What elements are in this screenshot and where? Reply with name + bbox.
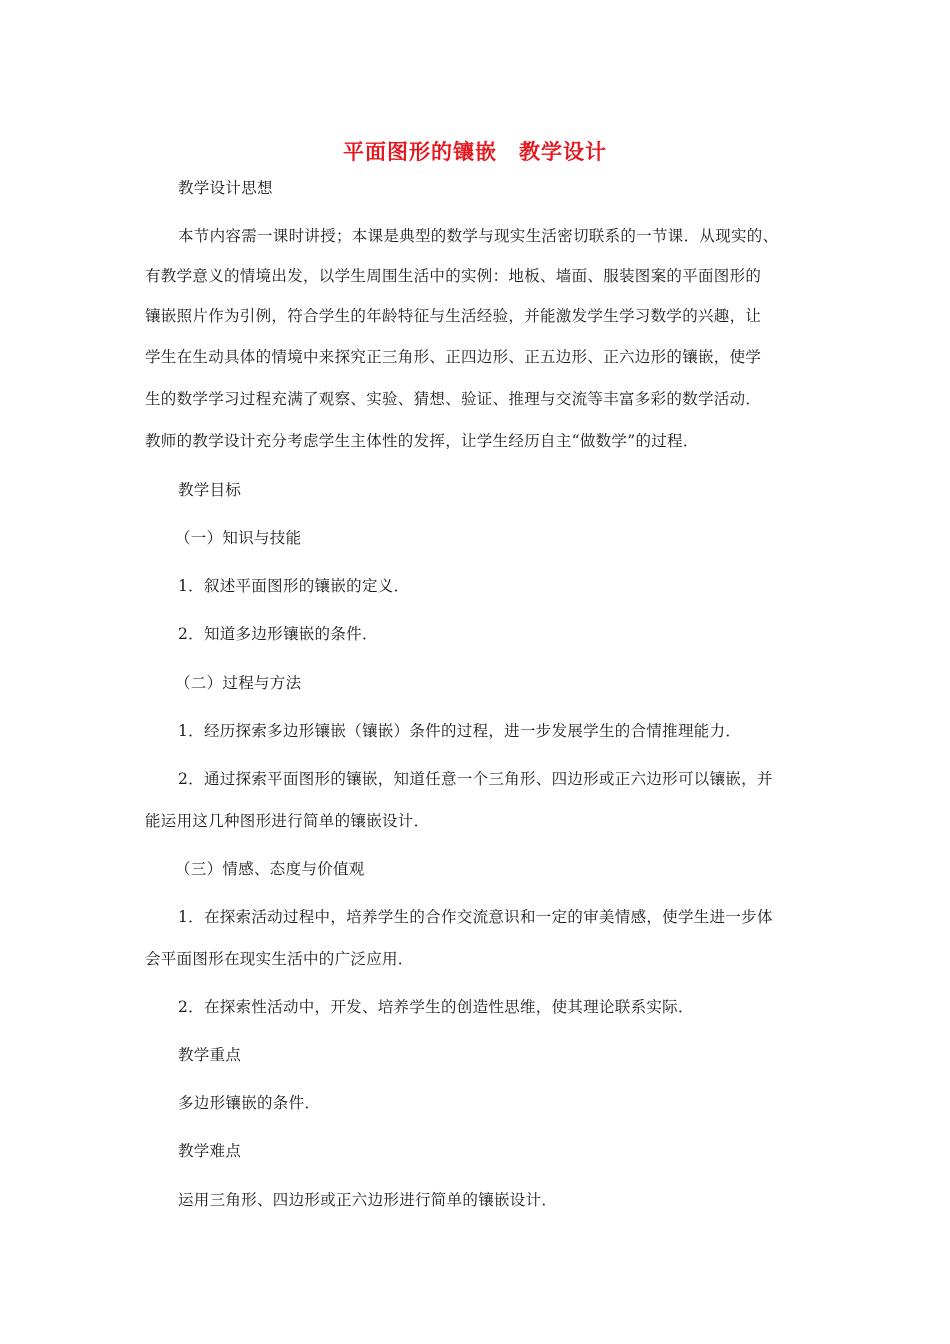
emotion-item-1-line-1: 1．在探索活动过程中，培养学生的合作交流意识和一定的审美情感，使学生进一步体	[178, 908, 773, 926]
design-idea-line-5: 生的数学学习过程充满了观察、实验、猜想、验证、推理与交流等丰富多彩的数学活动．	[145, 390, 762, 408]
emotion-item-1-line-2: 会平面图形在现实生活中的广泛应用．	[145, 950, 414, 968]
design-idea-line-4: 学生在生动具体的情境中来探究正三角形、正四边形、正五边形、正六边形的镶嵌，使学	[145, 348, 762, 366]
difficulty-heading: 教学难点	[178, 1142, 242, 1160]
design-idea-line-6: 教师的教学设计充分考虑学生主体性的发挥，让学生经历自主“做数学”的过程．	[145, 432, 699, 450]
key-point-text: 多边形镶嵌的条件．	[178, 1094, 321, 1112]
design-idea-heading: 教学设计思想	[178, 179, 273, 197]
knowledge-item-1: 1．叙述平面图形的镶嵌的定义．	[178, 577, 410, 595]
design-idea-line-1: 本节内容需一课时讲授；本课是典型的数学与现实生活密切联系的一节课．从现实的、	[178, 227, 779, 245]
process-item-2-line-2: 能运用这几种图形进行简单的镶嵌设计．	[145, 812, 430, 830]
emotion-item-2: 2．在探索性活动中，开发、培养学生的创造性思维，使其理论联系实际．	[178, 998, 694, 1016]
knowledge-item-2: 2．知道多边形镶嵌的条件．	[178, 625, 378, 643]
emotion-heading: （三）情感、态度与价值观	[175, 860, 365, 878]
design-idea-line-2: 有教学意义的情境出发，以学生周围生活中的实例：地板、墙面、服装图案的平面图形的	[145, 267, 762, 285]
design-idea-line-3: 镶嵌照片作为引例，符合学生的年龄特征与生活经验，并能激发学生学习数学的兴趣，让	[145, 307, 762, 325]
knowledge-heading: （一）知识与技能	[175, 529, 302, 547]
objectives-heading: 教学目标	[178, 481, 242, 499]
process-item-1: 1．经历探索多边形镶嵌（镶嵌）条件的过程，进一步发展学生的合情推理能力．	[178, 722, 742, 740]
process-item-2-line-1: 2．通过探索平面图形的镶嵌，知道任意一个三角形、四边形或正六边形可以镶嵌，并	[178, 770, 773, 788]
process-heading: （二）过程与方法	[175, 674, 302, 692]
key-point-heading: 教学重点	[178, 1046, 242, 1064]
difficulty-text: 运用三角形、四边形或正六边形进行简单的镶嵌设计．	[178, 1191, 558, 1209]
document-title: 平面图形的镶嵌 教学设计	[343, 140, 607, 164]
